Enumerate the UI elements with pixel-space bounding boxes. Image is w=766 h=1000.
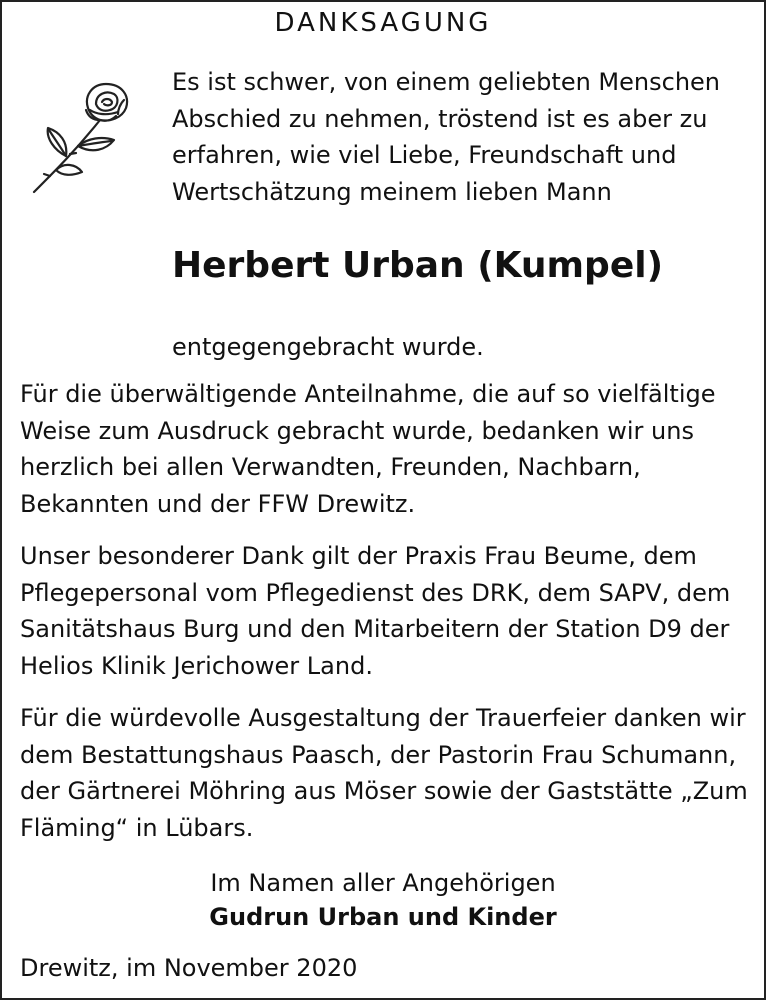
paragraph-line: Für die überwältigende Anteilnahme, die auf so vielfältige [20, 380, 716, 408]
signature-names: Gudrun Urban und Kinder [209, 903, 557, 931]
after-name-text: entgegengebracht wurde. [172, 333, 484, 361]
paragraph-line: Fläming“ in Lübars. [20, 813, 254, 842]
intro-line: Wertschätzung meinem lieben Mann [172, 177, 612, 206]
intro-line: Es ist schwer, von einem geliebten Menschen [172, 68, 721, 96]
thanks-paragraph [20, 538, 750, 684]
paragraph-line: der Gärtnerei Möhring aus Möser sowie der Gaststätte „Zum [20, 777, 748, 805]
rose-icon [26, 80, 144, 198]
paragraph-line: Unser besonderer Dank gilt der Praxis Frau Beume, dem [20, 542, 697, 570]
notice-heading: DANKSAGUNG [274, 8, 492, 38]
paragraph-line: herzlich bei allen Verwandten, Freunden, Nachbarn, [20, 453, 641, 481]
paragraph-line: Weise zum Ausdruck gebracht wurde, bedanken wir uns [20, 416, 694, 445]
deceased-name: Herbert Urban (Kumpel) [172, 245, 664, 286]
thanks-paragraph [20, 700, 750, 846]
signature-intro: Im Namen aller Angehörigen [210, 869, 556, 897]
paragraph-line: Bekannten und der FFW Drewitz. [20, 489, 416, 518]
paragraph-line: Sanitätshaus Burg und den Mitarbeitern der Station D9 der [20, 615, 730, 643]
paragraph-line: Für die würdevolle Ausgestaltung der Trauerfeier danken wir [20, 704, 746, 732]
paragraph-line: Helios Klinik Jerichower Land. [20, 651, 373, 680]
intro-line: erfahren, wie viel Liebe, Freundschaft und [172, 141, 677, 169]
paragraph-line: dem Bestattungshaus Paasch, der Pastorin Frau Schumann, [20, 740, 737, 769]
place-date: Drewitz, im November 2020 [20, 954, 358, 982]
paragraph-line: Pflegepersonal vom Pflegedienst des DRK, dem SAPV, dem [20, 578, 731, 607]
intro-line: Abschied zu nehmen, tröstend ist es aber zu [172, 104, 708, 133]
intro-text [172, 64, 752, 210]
thanks-paragraph [20, 376, 750, 522]
